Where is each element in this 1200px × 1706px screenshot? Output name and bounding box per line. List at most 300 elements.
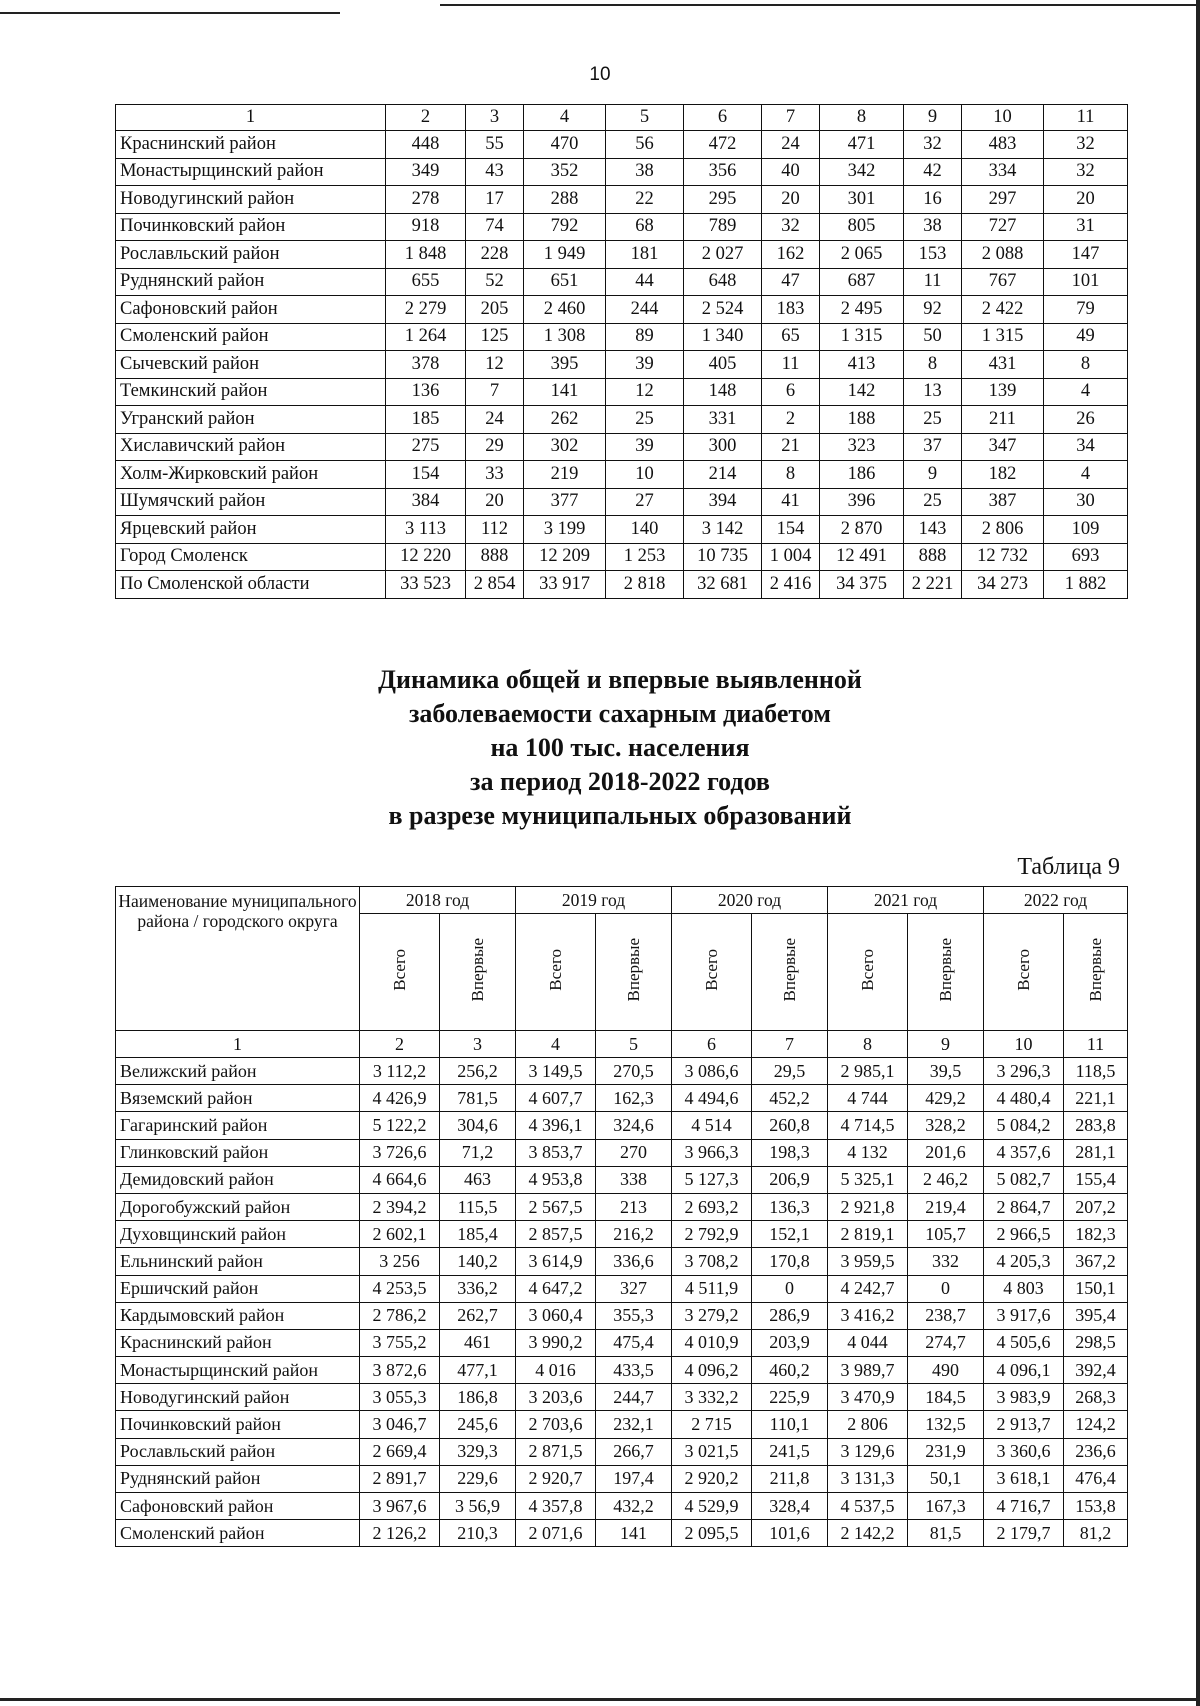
table-cell: 5 127,3 <box>672 1166 752 1193</box>
table-cell: 342 <box>820 158 904 186</box>
district-name: Новодугинский район <box>116 1384 360 1411</box>
table-cell: 184,5 <box>908 1384 984 1411</box>
district-name: Ершичский район <box>116 1275 360 1302</box>
table-cell: 463 <box>440 1166 516 1193</box>
column-number: 7 <box>752 1031 828 1058</box>
district-name: Сафоновский район <box>116 1493 360 1520</box>
table-cell: 205 <box>466 296 524 324</box>
table-cell: 132,5 <box>908 1411 984 1438</box>
table-row <box>116 461 1128 489</box>
table-cell: 22 <box>606 186 684 214</box>
table-cell: 65 <box>762 323 820 351</box>
table-cell: 3 966,3 <box>672 1139 752 1166</box>
table-cell: 3 360,6 <box>984 1438 1064 1465</box>
table-cell: 655 <box>386 268 466 296</box>
table-cell: 278 <box>386 186 466 214</box>
table-cell: 329,3 <box>440 1438 516 1465</box>
scan-artifact-right-edge <box>1196 0 1200 1706</box>
table-cell: 461 <box>440 1329 516 1356</box>
table-cell: 50,1 <box>908 1465 984 1492</box>
table-cell: 356 <box>684 158 762 186</box>
table-cell: 256,2 <box>440 1058 516 1085</box>
table-cell: 4 744 <box>828 1085 908 1112</box>
year-header: 2022 год <box>984 887 1128 914</box>
table-row <box>116 1139 1128 1166</box>
table-cell: 3 853,7 <box>516 1139 596 1166</box>
district-name: Починковский район <box>116 213 386 241</box>
table-cell: 3 470,9 <box>828 1384 908 1411</box>
table-cell: 8 <box>1044 351 1128 379</box>
table-cell: 262,7 <box>440 1302 516 1329</box>
district-name: Хиславичский район <box>116 433 386 461</box>
column-number: 3 <box>466 105 524 131</box>
table-cell: 3 046,7 <box>360 1411 440 1438</box>
total-column-header <box>516 914 596 1031</box>
table-cell: 387 <box>962 488 1044 516</box>
scan-artifact-top-left <box>0 12 340 14</box>
table-cell: 4 010,9 <box>672 1329 752 1356</box>
district-name: Ярцевский район <box>116 516 386 544</box>
table-cell: 2 142,2 <box>828 1520 908 1547</box>
table-cell: 153,8 <box>1064 1493 1128 1520</box>
table-cell: 32 <box>904 131 962 159</box>
table-cell: 118,5 <box>1064 1058 1128 1085</box>
table-cell: 472 <box>684 131 762 159</box>
district-name: Смоленский район <box>116 323 386 351</box>
table-cell: 4 016 <box>516 1357 596 1384</box>
table-cell: 71,2 <box>440 1139 516 1166</box>
table-cell: 4 494,6 <box>672 1085 752 1112</box>
table-cell: 12 220 <box>386 543 466 571</box>
table-cell: 3 726,6 <box>360 1139 440 1166</box>
table-cell: 2 669,4 <box>360 1438 440 1465</box>
table-cell: 3 199 <box>524 516 606 544</box>
table-cell: 918 <box>386 213 466 241</box>
table-cell: 34 375 <box>820 571 904 599</box>
district-name: Кардымовский район <box>116 1302 360 1329</box>
table-cell: 38 <box>606 158 684 186</box>
table-cell: 3 296,3 <box>984 1058 1064 1085</box>
first-time-column-header <box>440 914 516 1031</box>
table-cell: 186,8 <box>440 1384 516 1411</box>
table-cell: 3 56,9 <box>440 1493 516 1520</box>
year-header: 2020 год <box>672 887 828 914</box>
table-cell: 2 891,7 <box>360 1465 440 1492</box>
table-cell: 3 149,5 <box>516 1058 596 1085</box>
table-cell: 136,3 <box>752 1193 828 1220</box>
table-cell: 792 <box>524 213 606 241</box>
table-cell: 38 <box>904 213 962 241</box>
table-cell: 12 <box>606 378 684 406</box>
vertical-label: Впервые <box>467 937 487 1002</box>
table-cell: 143 <box>904 516 962 544</box>
table-cell: 229,6 <box>440 1465 516 1492</box>
district-name: Рославльский район <box>116 1438 360 1465</box>
table-cell: 349 <box>386 158 466 186</box>
table-cell: 2 854 <box>466 571 524 599</box>
table-cell: 767 <box>962 268 1044 296</box>
table-cell: 2 806 <box>962 516 1044 544</box>
table-cell: 162,3 <box>596 1085 672 1112</box>
table-cell: 1 949 <box>524 241 606 269</box>
table-cell: 260,8 <box>752 1112 828 1139</box>
table-cell: 286,9 <box>752 1302 828 1329</box>
scan-artifact-bottom <box>0 1698 1200 1701</box>
table-cell: 888 <box>466 543 524 571</box>
table-cell: 2 <box>762 406 820 434</box>
table-cell: 4 205,3 <box>984 1248 1064 1275</box>
table-cell: 39,5 <box>908 1058 984 1085</box>
year-header: 2018 год <box>360 887 516 914</box>
district-name: Новодугинский район <box>116 186 386 214</box>
table-cell: 154 <box>762 516 820 544</box>
column-number: 11 <box>1044 105 1128 131</box>
table-cell: 182 <box>962 461 1044 489</box>
table-row <box>116 296 1128 324</box>
table-cell: 2 693,2 <box>672 1193 752 1220</box>
table-cell: 4 514 <box>672 1112 752 1139</box>
table-cell: 270,5 <box>596 1058 672 1085</box>
table-cell: 288 <box>524 186 606 214</box>
table-cell: 297 <box>962 186 1044 214</box>
table-cell: 4 396,1 <box>516 1112 596 1139</box>
table-cell: 2 46,2 <box>908 1166 984 1193</box>
table-cell: 52 <box>466 268 524 296</box>
title-line: заболеваемости сахарным диабетом <box>408 699 832 728</box>
table-cell: 490 <box>908 1357 984 1384</box>
table-cell: 44 <box>606 268 684 296</box>
table-cell: 2 864,7 <box>984 1193 1064 1220</box>
table-cell: 182,3 <box>1064 1221 1128 1248</box>
district-name: Вяземский район <box>116 1085 360 1112</box>
table-cell: 3 989,7 <box>828 1357 908 1384</box>
table-cell: 49 <box>1044 323 1128 351</box>
table-cell: 3 060,4 <box>516 1302 596 1329</box>
table-cell: 3 708,2 <box>672 1248 752 1275</box>
table-row <box>116 351 1128 379</box>
table-cell: 68 <box>606 213 684 241</box>
column-number: 6 <box>684 105 762 131</box>
table-cell: 2 966,5 <box>984 1221 1064 1248</box>
table-cell: 34 273 <box>962 571 1044 599</box>
table-cell: 332 <box>908 1248 984 1275</box>
table-cell: 105,7 <box>908 1221 984 1248</box>
vertical-label: Всего <box>389 948 409 991</box>
table-cell: 367,2 <box>1064 1248 1128 1275</box>
table-cell: 300 <box>684 433 762 461</box>
table-cell: 152,1 <box>752 1221 828 1248</box>
table-cell: 4 511,9 <box>672 1275 752 1302</box>
table-cell: 2 027 <box>684 241 762 269</box>
table-cell: 32 <box>1044 158 1128 186</box>
table-cell: 33 523 <box>386 571 466 599</box>
table-row <box>116 1112 1128 1139</box>
district-name: Краснинский район <box>116 131 386 159</box>
district-name: Ельнинский район <box>116 1248 360 1275</box>
table-cell: 20 <box>1044 186 1128 214</box>
table-cell: 214 <box>684 461 762 489</box>
table-cell: 188 <box>820 406 904 434</box>
table-cell: 377 <box>524 488 606 516</box>
vertical-label: Всего <box>701 948 721 991</box>
table-cell: 483 <box>962 131 1044 159</box>
table-row <box>116 406 1128 434</box>
column-number: 4 <box>524 105 606 131</box>
table-cell: 4 132 <box>828 1139 908 1166</box>
table-cell: 2 792,9 <box>672 1221 752 1248</box>
title-line: Динамика общей и впервые выявленной <box>378 665 862 694</box>
table-cell: 55 <box>466 131 524 159</box>
table-cell: 3 614,9 <box>516 1248 596 1275</box>
table-cell: 4 529,9 <box>672 1493 752 1520</box>
table-cell: 2 567,5 <box>516 1193 596 1220</box>
table-cell: 2 088 <box>962 241 1044 269</box>
table-cell: 396 <box>820 488 904 516</box>
table-cell: 3 618,1 <box>984 1465 1064 1492</box>
table-cell: 2 819,1 <box>828 1221 908 1248</box>
table-cell: 651 <box>524 268 606 296</box>
table-cell: 392,4 <box>1064 1357 1128 1384</box>
table-cell: 3 755,2 <box>360 1329 440 1356</box>
table-cell: 147 <box>1044 241 1128 269</box>
page-number: 10 <box>589 64 611 85</box>
table-cell: 170,8 <box>752 1248 828 1275</box>
table-cell: 4 242,7 <box>828 1275 908 1302</box>
table-cell: 281,1 <box>1064 1139 1128 1166</box>
table-cell: 9 <box>904 461 962 489</box>
table-row <box>116 1438 1128 1465</box>
table-cell: 3 203,6 <box>516 1384 596 1411</box>
table-cell: 213 <box>596 1193 672 1220</box>
table-row <box>116 433 1128 461</box>
vertical-label: Всего <box>857 948 877 991</box>
table-cell: 301 <box>820 186 904 214</box>
table-cell: 4 953,8 <box>516 1166 596 1193</box>
table-cell: 186 <box>820 461 904 489</box>
table-cell: 4 607,7 <box>516 1085 596 1112</box>
table-cell: 328,2 <box>908 1112 984 1139</box>
table-cell: 433,5 <box>596 1357 672 1384</box>
section-title <box>0 663 1200 833</box>
table-cell: 395,4 <box>1064 1302 1128 1329</box>
table-cell: 2 985,1 <box>828 1058 908 1085</box>
table-cell: 323 <box>820 433 904 461</box>
vertical-label: Впервые <box>935 937 955 1002</box>
table-cell: 2 460 <box>524 296 606 324</box>
table-cell: 1 308 <box>524 323 606 351</box>
table-cell: 275 <box>386 433 466 461</box>
district-name: Демидовский район <box>116 1166 360 1193</box>
table-cell: 470 <box>524 131 606 159</box>
table-cell: 1 340 <box>684 323 762 351</box>
district-name: Починковский район <box>116 1411 360 1438</box>
table-cell: 270 <box>596 1139 672 1166</box>
table-cell: 109 <box>1044 516 1128 544</box>
table-cell: 3 332,2 <box>672 1384 752 1411</box>
table-cell: 1 315 <box>820 323 904 351</box>
table-cell: 432,2 <box>596 1493 672 1520</box>
table-cell: 155,4 <box>1064 1166 1128 1193</box>
table-cell: 8 <box>904 351 962 379</box>
district-name: Велижский район <box>116 1058 360 1085</box>
table-cell: 12 491 <box>820 543 904 571</box>
table-cell: 3 131,3 <box>828 1465 908 1492</box>
district-name: Монастырщинский район <box>116 158 386 186</box>
table-cell: 3 055,3 <box>360 1384 440 1411</box>
table-cell: 4 480,4 <box>984 1085 1064 1112</box>
table-cell: 10 <box>606 461 684 489</box>
table-cell: 3 129,6 <box>828 1438 908 1465</box>
table-cell: 25 <box>904 406 962 434</box>
table-row <box>116 1465 1128 1492</box>
table-cell: 47 <box>762 268 820 296</box>
name-column-header: Наименование муниципального района / городского округа <box>116 887 360 1031</box>
table-cell: 471 <box>820 131 904 159</box>
table-cell: 211 <box>962 406 1044 434</box>
table-row <box>116 1357 1128 1384</box>
table-cell: 2 416 <box>762 571 820 599</box>
table-cell: 154 <box>386 461 466 489</box>
district-name: По Смоленской области <box>116 571 386 599</box>
column-number: 3 <box>440 1031 516 1058</box>
table-cell: 101,6 <box>752 1520 828 1547</box>
first-time-column-header <box>596 914 672 1031</box>
first-time-column-header <box>1064 914 1128 1031</box>
table-cell: 197,4 <box>596 1465 672 1492</box>
table-row <box>116 516 1128 544</box>
column-number: 7 <box>762 105 820 131</box>
table-cell: 140,2 <box>440 1248 516 1275</box>
table-cell: 225,9 <box>752 1384 828 1411</box>
table-cell: 2 871,5 <box>516 1438 596 1465</box>
table-row <box>116 1302 1128 1329</box>
table-cell: 33 917 <box>524 571 606 599</box>
table-cell: 448 <box>386 131 466 159</box>
table-cell: 2 602,1 <box>360 1221 440 1248</box>
table-cell: 1 848 <box>386 241 466 269</box>
table-cell: 29 <box>466 433 524 461</box>
table-row <box>116 323 1128 351</box>
table-cell: 460,2 <box>752 1357 828 1384</box>
table-cell: 3 113 <box>386 516 466 544</box>
table-cell: 693 <box>1044 543 1128 571</box>
table-cell: 245,6 <box>440 1411 516 1438</box>
table-cell: 405 <box>684 351 762 379</box>
column-number: 2 <box>386 105 466 131</box>
district-name: Шумячский район <box>116 488 386 516</box>
table-cell: 10 735 <box>684 543 762 571</box>
table-cell: 34 <box>1044 433 1128 461</box>
table-cell: 24 <box>762 131 820 159</box>
table-cell: 295 <box>684 186 762 214</box>
district-name: Сычевский район <box>116 351 386 379</box>
table-cell: 136 <box>386 378 466 406</box>
table-cell: 4 096,1 <box>984 1357 1064 1384</box>
table-cell: 79 <box>1044 296 1128 324</box>
table-cell: 39 <box>606 433 684 461</box>
table-cell: 3 959,5 <box>828 1248 908 1275</box>
table-cell: 4 253,5 <box>360 1275 440 1302</box>
table-row <box>116 571 1128 599</box>
table-cell: 431 <box>962 351 1044 379</box>
table-cell: 3 086,6 <box>672 1058 752 1085</box>
table-cell: 139 <box>962 378 1044 406</box>
table-cell: 89 <box>606 323 684 351</box>
table-cell: 29,5 <box>752 1058 828 1085</box>
table-cell: 4 096,2 <box>672 1357 752 1384</box>
column-number-row <box>116 105 1128 131</box>
district-name: Духовщинский район <box>116 1221 360 1248</box>
table-cell: 334 <box>962 158 1044 186</box>
table-cell: 30 <box>1044 488 1128 516</box>
table-cell: 148 <box>684 378 762 406</box>
table-cell: 25 <box>606 406 684 434</box>
table-cell: 32 <box>1044 131 1128 159</box>
column-number: 8 <box>820 105 904 131</box>
table-cell: 39 <box>606 351 684 379</box>
table-cell: 0 <box>752 1275 828 1302</box>
table-cell: 162 <box>762 241 820 269</box>
table-row <box>116 268 1128 296</box>
table-cell: 4 714,5 <box>828 1112 908 1139</box>
table-cell: 2 495 <box>820 296 904 324</box>
column-number: 9 <box>908 1031 984 1058</box>
table-cell: 124,2 <box>1064 1411 1128 1438</box>
table-cell: 56 <box>606 131 684 159</box>
table-cell: 198,3 <box>752 1139 828 1166</box>
table-cell: 2 703,6 <box>516 1411 596 1438</box>
table-cell: 2 095,5 <box>672 1520 752 1547</box>
table-cell: 727 <box>962 213 1044 241</box>
table-cell: 3 142 <box>684 516 762 544</box>
table-row <box>116 378 1128 406</box>
table-cell: 781,5 <box>440 1085 516 1112</box>
table-cell: 31 <box>1044 213 1128 241</box>
table-cell: 12 209 <box>524 543 606 571</box>
table-cell: 185 <box>386 406 466 434</box>
table-cell: 1 315 <box>962 323 1044 351</box>
table-cell: 2 126,2 <box>360 1520 440 1547</box>
table-cell: 4 357,8 <box>516 1493 596 1520</box>
column-number: 10 <box>962 105 1044 131</box>
table-cell: 228 <box>466 241 524 269</box>
table-cell: 475,4 <box>596 1329 672 1356</box>
table-cell: 262 <box>524 406 606 434</box>
table-cell: 1 264 <box>386 323 466 351</box>
table-cell: 1 004 <box>762 543 820 571</box>
column-number: 1 <box>116 1031 360 1058</box>
table-cell: 476,4 <box>1064 1465 1128 1492</box>
table-cell: 4 <box>1044 461 1128 489</box>
table-cell: 3 967,6 <box>360 1493 440 1520</box>
table-cell: 4 647,2 <box>516 1275 596 1302</box>
table-cell: 302 <box>524 433 606 461</box>
table-cell: 37 <box>904 433 962 461</box>
table-cell: 17 <box>466 186 524 214</box>
table-cell: 207,2 <box>1064 1193 1128 1220</box>
column-number: 8 <box>828 1031 908 1058</box>
table-cell: 141 <box>524 378 606 406</box>
table-cell: 231,9 <box>908 1438 984 1465</box>
table-cell: 26 <box>1044 406 1128 434</box>
table-cell: 81,5 <box>908 1520 984 1547</box>
table-cell: 141 <box>596 1520 672 1547</box>
table-cell: 101 <box>1044 268 1128 296</box>
table-cell: 236,6 <box>1064 1438 1128 1465</box>
table-row <box>116 1058 1128 1085</box>
table-cell: 244,7 <box>596 1384 672 1411</box>
table-cell: 2 913,7 <box>984 1411 1064 1438</box>
